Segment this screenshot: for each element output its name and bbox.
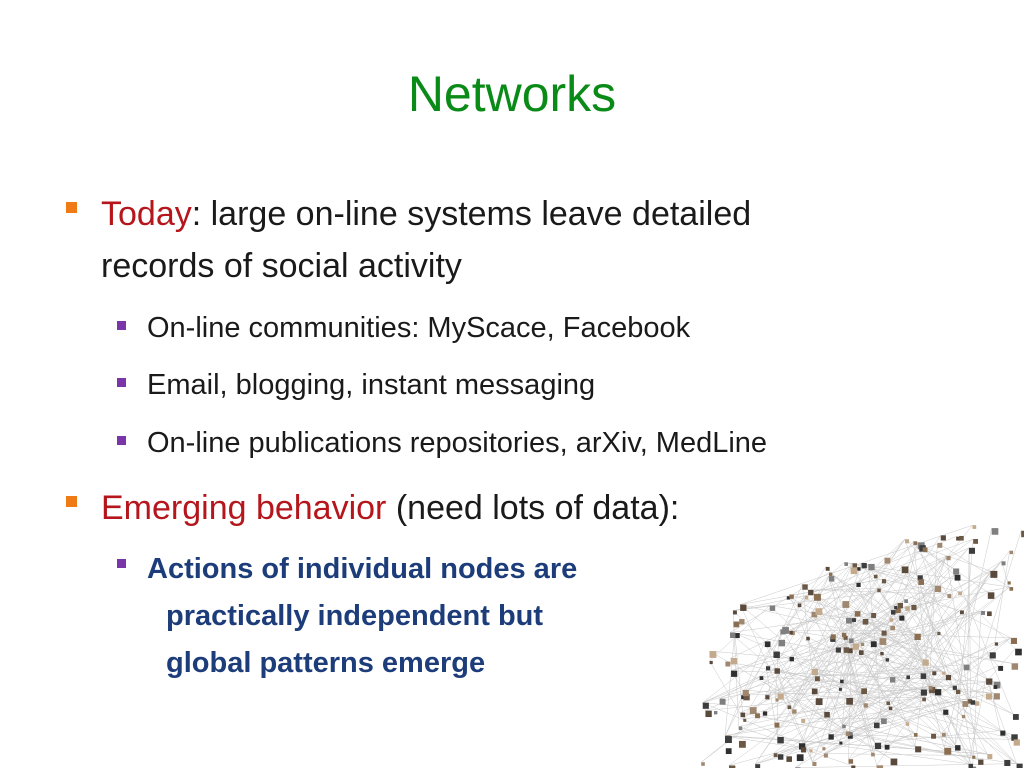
network-node (932, 671, 936, 675)
network-node (958, 591, 962, 595)
network-node (802, 584, 807, 589)
network-edge (703, 703, 750, 707)
network-node (987, 754, 992, 759)
network-node (1000, 731, 1005, 736)
network-node (735, 633, 740, 638)
network-node (829, 576, 835, 582)
bullet-rest: : large on-line systems leave detailed (191, 195, 752, 233)
network-node (705, 711, 711, 717)
network-node (899, 616, 904, 621)
network-node (973, 539, 978, 544)
network-node (778, 694, 784, 700)
network-node (739, 619, 744, 624)
network-node (988, 592, 995, 599)
purple-bullet-icon (117, 436, 126, 445)
network-node (824, 754, 828, 758)
network-node (842, 633, 846, 637)
network-node (789, 595, 793, 599)
network-node (902, 566, 909, 573)
network-node (790, 657, 794, 661)
network-node (978, 760, 983, 765)
network-node (891, 759, 898, 766)
network-node (886, 701, 889, 704)
network-node (739, 726, 743, 730)
network-node (880, 652, 883, 655)
network-node (998, 666, 1003, 671)
network-node (788, 705, 792, 709)
network-node (962, 715, 965, 718)
network-node (905, 606, 910, 611)
network-node (937, 632, 940, 635)
network-node (839, 688, 842, 691)
network-node (889, 707, 893, 711)
network-node (941, 535, 946, 540)
network-node (852, 618, 856, 622)
network-node (904, 599, 908, 603)
bullet-today (66, 188, 751, 292)
purple-bullet-icon (117, 321, 126, 330)
network-edge (733, 605, 770, 610)
network-node (947, 594, 951, 598)
network-edge (915, 586, 935, 747)
network-node (822, 747, 825, 750)
network-node (1014, 739, 1020, 745)
network-node (733, 622, 739, 628)
network-node (929, 686, 933, 690)
network-node (861, 688, 867, 694)
network-node (894, 606, 897, 609)
network-edge (842, 539, 973, 633)
network-node (816, 608, 823, 615)
network-node (862, 563, 867, 568)
purple-bullet-icon (117, 378, 126, 387)
network-node (853, 644, 859, 650)
network-node (859, 650, 864, 655)
network-node (812, 669, 818, 675)
network-node (853, 563, 858, 568)
network-node (849, 732, 853, 736)
network-node (844, 647, 850, 653)
network-node (955, 575, 961, 581)
network-node (829, 573, 832, 576)
network-node (773, 652, 779, 658)
network-node (741, 713, 746, 718)
network-node (914, 733, 918, 737)
network-node (915, 746, 921, 752)
network-node (836, 647, 841, 652)
sub-bullet-text: Email, blogging, instant messaging (147, 369, 596, 401)
network-edge (808, 589, 877, 590)
network-node (731, 671, 737, 677)
network-node (814, 594, 821, 601)
network-edge (815, 665, 964, 677)
network-node (972, 756, 975, 759)
line: Actions of individual nodes are (147, 553, 578, 585)
network-node (953, 686, 957, 690)
network-node (780, 629, 785, 634)
network-node (720, 699, 726, 705)
network-node (975, 701, 979, 705)
network-edge (730, 573, 829, 633)
network-node (969, 764, 974, 768)
network-node (874, 723, 880, 729)
network-node (861, 643, 864, 646)
network-node (778, 754, 783, 759)
network-node (992, 528, 999, 535)
network-node (826, 567, 830, 571)
network-node (743, 690, 749, 696)
network-node (801, 719, 805, 723)
network-node (953, 568, 959, 574)
network-node (846, 698, 853, 705)
network-node (806, 637, 810, 641)
network-edge (703, 703, 824, 754)
network-node (846, 618, 852, 624)
network-node (710, 661, 713, 664)
network-edge (703, 676, 760, 702)
network-node (774, 723, 779, 728)
network-edge (968, 548, 969, 699)
network-node (885, 745, 890, 750)
network-node (733, 611, 737, 615)
slide-title: Networks (407, 66, 617, 122)
network-node (880, 638, 887, 645)
bullet-text (101, 188, 751, 292)
network-node (740, 605, 746, 611)
network-node (898, 603, 903, 608)
network-node (956, 690, 960, 694)
network-node (726, 748, 732, 754)
network-node (808, 590, 813, 595)
bullet-rest: (need lots of data): (386, 489, 680, 527)
bullet-emerging (66, 482, 679, 534)
network-node (946, 556, 950, 560)
bullet-highlight: Emerging behavior (101, 489, 387, 527)
network-node (770, 605, 775, 610)
network-node (986, 693, 992, 699)
network-node (815, 676, 820, 681)
network-node (779, 640, 785, 646)
network-node (914, 634, 920, 640)
network-edge (801, 718, 881, 719)
network-node (881, 718, 887, 724)
network-node (857, 567, 860, 570)
orange-bullet-icon (66, 496, 77, 507)
network-node (844, 562, 848, 566)
network-node (923, 547, 928, 552)
network-node (871, 641, 877, 647)
network-node (801, 747, 806, 752)
network-node (964, 665, 970, 671)
line: global patterns emerge (166, 647, 486, 679)
network-node (921, 690, 927, 696)
network-node (1013, 714, 1019, 720)
network-node (1012, 663, 1018, 669)
network-node (812, 762, 816, 766)
network-node (701, 762, 705, 766)
network-node (703, 703, 709, 709)
network-node (851, 567, 858, 574)
network-node (931, 734, 936, 739)
network-node (766, 666, 770, 670)
social-network-graph-image (700, 500, 1024, 768)
network-node (877, 589, 880, 592)
network-node (937, 543, 942, 548)
network-node (856, 583, 860, 587)
network-node (755, 764, 760, 768)
network-node (972, 525, 976, 529)
network-node (886, 658, 889, 661)
network-node (750, 707, 757, 714)
network-node (1017, 764, 1023, 768)
network-node (797, 754, 804, 761)
network-node (840, 680, 843, 683)
network-node (868, 564, 874, 570)
sub-bullet (117, 308, 690, 348)
network-node (731, 658, 737, 664)
network-node (955, 745, 960, 750)
network-node (981, 611, 985, 615)
line: practically independent but (166, 600, 544, 632)
network-node (935, 586, 941, 592)
network-node (789, 631, 793, 635)
network-node (864, 703, 868, 707)
sub-bullet (117, 365, 595, 405)
network-node (875, 743, 881, 749)
network-node (792, 709, 796, 713)
network-node (960, 610, 964, 614)
network-node (714, 711, 717, 714)
network-node (774, 668, 779, 673)
network-node (918, 579, 924, 585)
network-node (763, 711, 767, 715)
network-node (824, 712, 830, 718)
network-node (730, 633, 735, 638)
bullet-highlight: Today (101, 195, 192, 233)
sub-bullet-text (147, 546, 577, 687)
network-node (922, 698, 926, 702)
network-node (1015, 649, 1022, 656)
network-node (839, 742, 842, 745)
network-node (1001, 561, 1005, 565)
network-node (884, 558, 890, 564)
network-node (944, 748, 951, 755)
network-node (946, 675, 951, 680)
network-node (798, 604, 802, 608)
bullet-rest-line2: records of social activity (101, 247, 462, 285)
network-node (1011, 638, 1017, 644)
network-node (906, 676, 910, 680)
network-node (962, 701, 968, 707)
network-node (942, 733, 946, 737)
network-node (990, 571, 997, 578)
network-node (842, 601, 849, 608)
network-node (786, 756, 792, 762)
sub-bullet (117, 423, 767, 463)
network-node (995, 642, 998, 645)
network-node (959, 536, 964, 541)
network-node (816, 698, 823, 705)
network-node (943, 710, 948, 715)
network-edge (740, 605, 839, 688)
network-node (882, 631, 887, 636)
network-node (777, 737, 783, 743)
network-node (942, 672, 945, 675)
network-node (911, 605, 916, 610)
network-node (812, 689, 818, 695)
network-node (890, 677, 895, 682)
network-node (725, 736, 732, 743)
network-node (935, 689, 941, 695)
network-node (1010, 551, 1013, 554)
network-node (725, 662, 730, 667)
network-node (805, 596, 808, 599)
network-edge (741, 680, 840, 696)
purple-bullet-icon (117, 559, 126, 568)
network-node (831, 634, 836, 639)
network-node (882, 579, 886, 583)
network-edge (986, 678, 1016, 763)
network-node (890, 618, 894, 622)
network-node (1004, 760, 1010, 766)
network-node (842, 725, 845, 728)
network-node (739, 741, 746, 748)
sub-bullet-text: On-line publications repositories, arXiv, MedLine (147, 427, 768, 459)
network-node (828, 734, 833, 739)
network-edge (973, 611, 981, 767)
network-node (990, 652, 996, 658)
network-node (849, 759, 854, 764)
network-edge (773, 584, 802, 651)
network-node (891, 610, 896, 615)
network-node (755, 713, 760, 718)
sub-bullet-text: On-line communities: MyScace, Facebook (147, 312, 691, 344)
network-node (987, 611, 992, 616)
network-node (765, 695, 769, 699)
network-node (710, 651, 717, 658)
network-node (971, 700, 976, 705)
network-node (849, 638, 854, 643)
network-node (874, 575, 878, 579)
network-node (743, 719, 746, 722)
network-node (774, 753, 778, 757)
network-node (905, 539, 909, 543)
network-node (906, 722, 909, 725)
network-node (986, 678, 992, 684)
network-edge (812, 564, 869, 612)
network-node (863, 619, 869, 625)
network-node (871, 613, 876, 618)
network-node (855, 611, 861, 617)
network-node (913, 541, 917, 545)
network-node (922, 659, 928, 665)
network-node (921, 673, 927, 679)
network-node (890, 626, 895, 631)
sub-bullet-bold (117, 546, 577, 687)
network-node (765, 641, 771, 647)
orange-bullet-icon (66, 202, 77, 213)
network-node (871, 753, 875, 757)
network-node (1009, 587, 1013, 591)
network-node (1008, 581, 1011, 584)
network-node (760, 676, 764, 680)
network-node (809, 749, 812, 752)
network-node (994, 685, 998, 689)
network-node (994, 693, 1000, 699)
network-node (969, 548, 975, 554)
bullet-text (101, 482, 679, 534)
